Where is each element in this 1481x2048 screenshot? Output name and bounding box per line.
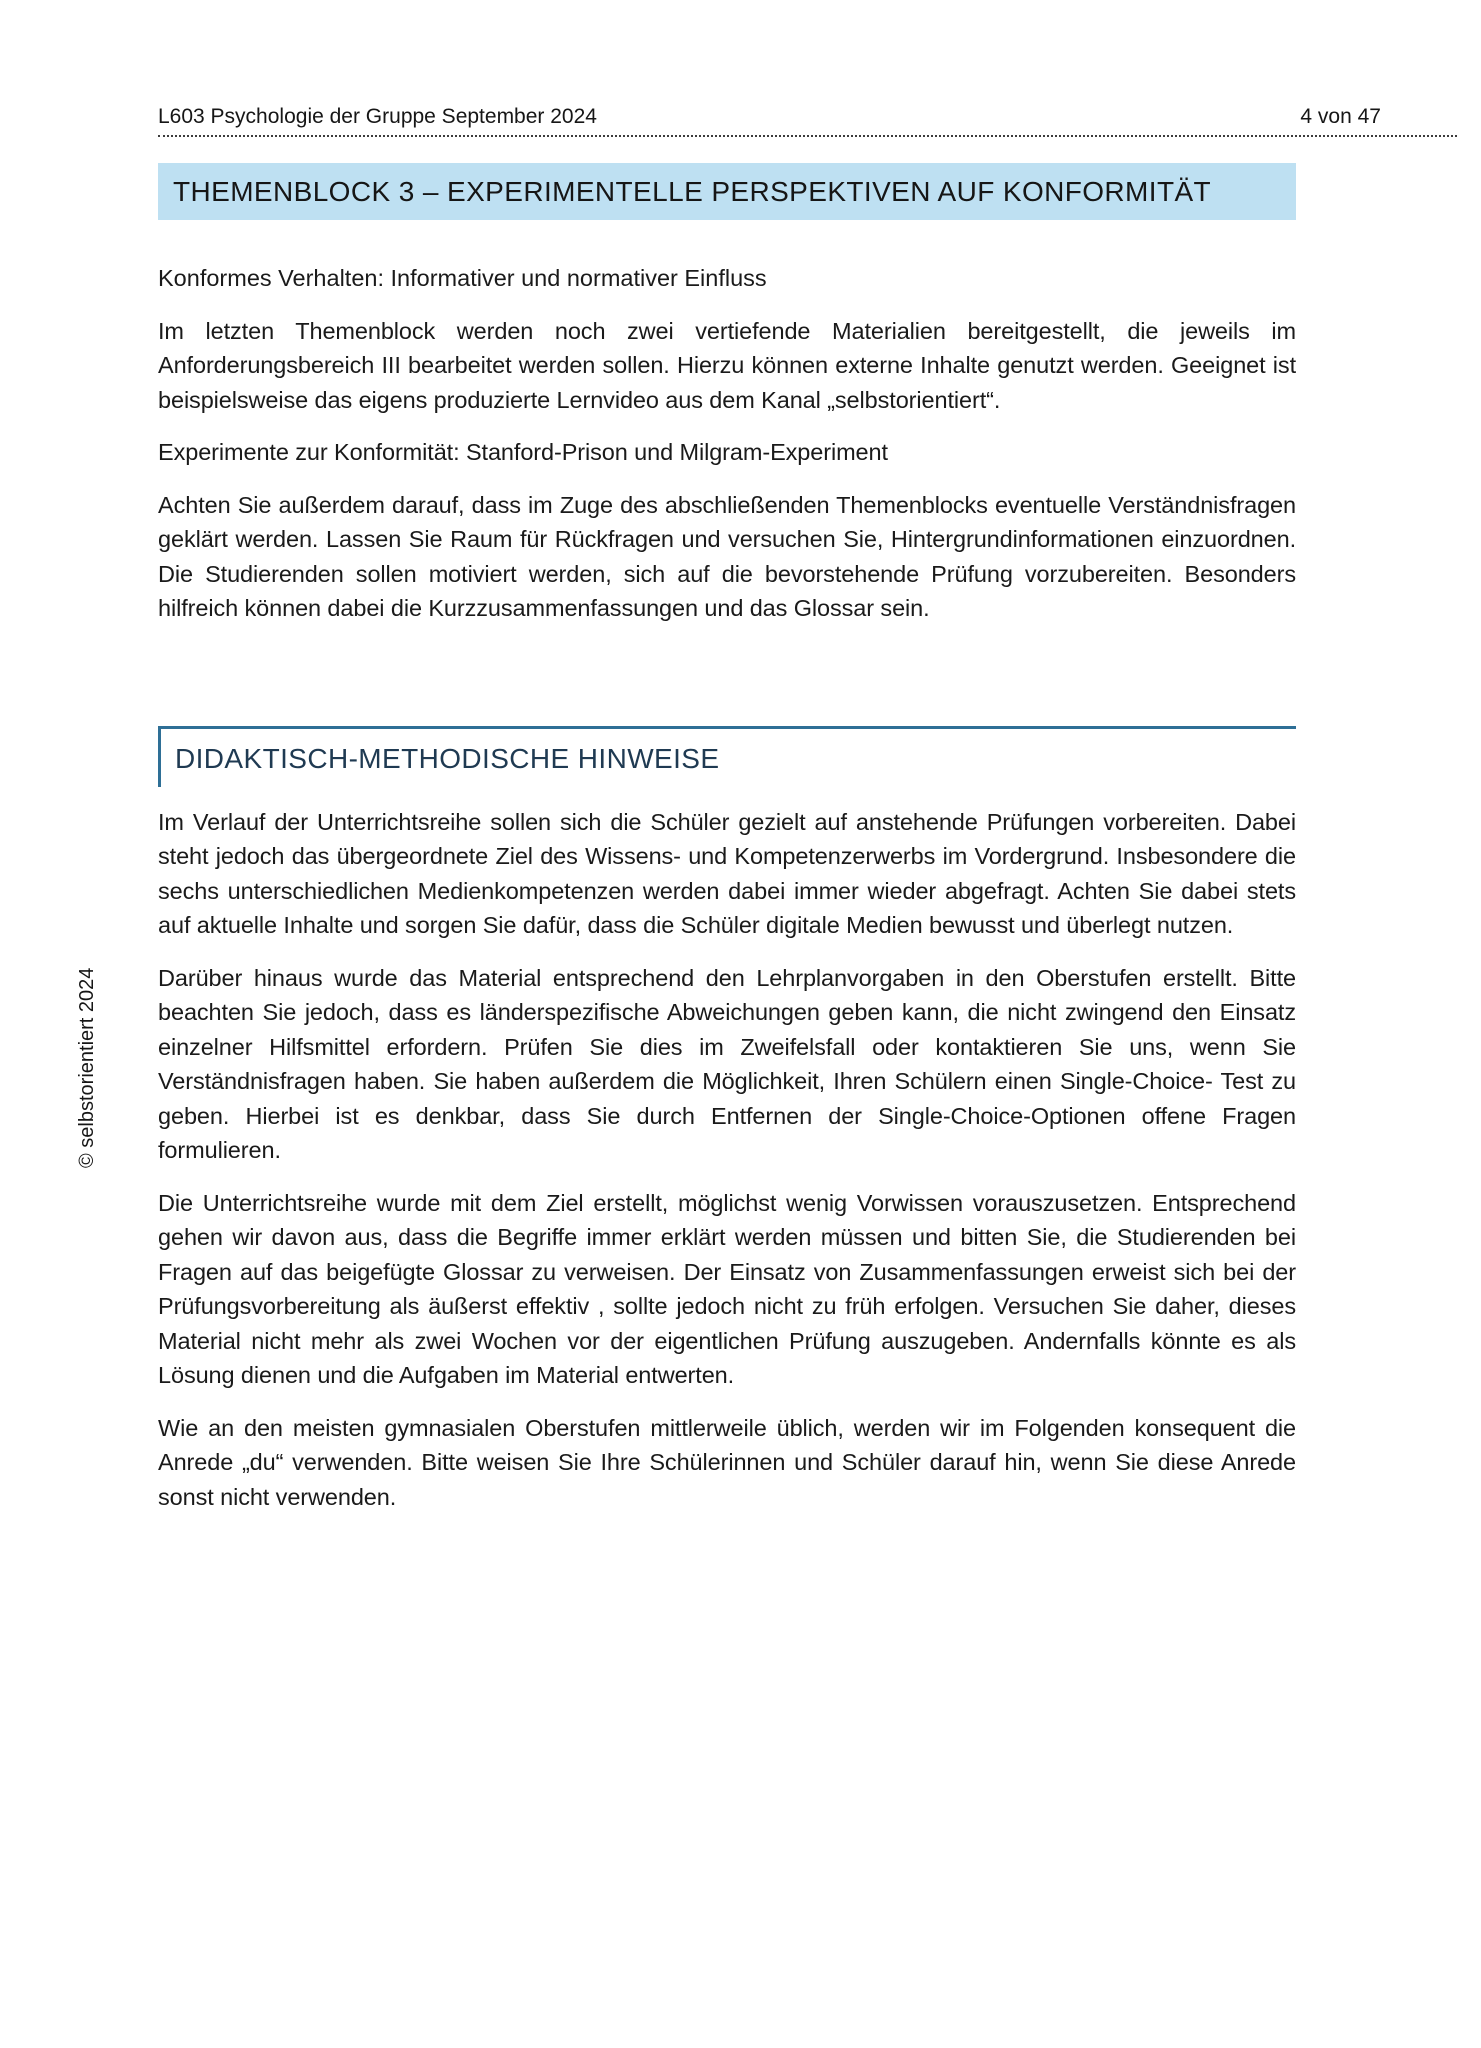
paragraph-didaktisch-2: Darüber hinaus wurde das Material entsprechend den Lehrplanvorgaben in den Oberstufen erstellt. Bitte beachten Sie jedoch, dass es länderspezifische Abweichungen geben kann, die nicht zwingend den Einsatz einzelner Hilfsmittel erfordern. Prüfen Sie dies im Zweifelsfall oder kontaktieren Sie uns, wenn Sie Verständnisfragen haben. Sie haben außerdem die Möglichkeit, Ihren Schülern einen Single-Choice- Test zu geben. Hierbei ist es denkbar, dass Sie durch Entfernen der Single-Choice-Optionen offene Fragen formulieren. <box>158 964 1296 1163</box>
paragraph-didaktisch-4: Wie an den meisten gymnasialen Oberstufen mittlerweile üblich, werden wir im Folgenden konsequent die Anrede „du“ verwenden. Bitte weisen Sie Ihre Schülerinnen und Schüler darauf hin, wenn Sie diese Anrede sonst nicht verwenden. <box>158 1414 1296 1510</box>
copyright-margin-note: © selbstorientiert 2024 <box>76 967 98 1168</box>
themenblock-title-bar <box>158 163 1296 220</box>
header-course-label: L603 Psychologie der Gruppe September 2024 <box>158 105 597 128</box>
paragraph-themenblock-2: Achten Sie außerdem darauf, dass im Zuge des abschließenden Themenblocks eventuelle Verständnisfragen geklärt werden. Lassen Sie Raum für Rückfragen und versuchen Sie, Hintergrundinformationen einzuordnen. Die Studierenden sollen motiviert werden, sich auf die bevorstehende Prüfung vorzubereiten. Besonders hilfreich können dabei die Kurzzusammenfassungen und das Glossar sein. <box>158 491 1296 621</box>
paragraph-didaktisch-1: Im Verlauf der Unterrichtsreihe sollen sich die Schüler gezielt auf anstehende Prüfungen vorbereiten. Dabei steht jedoch das übergeordnete Ziel des Wissens- und Kompetenzerwerbs im Vordergrund. Insbesondere die sechs unterschiedlichen Medienkompetenzen werden dabei immer wieder abgefragt. Achten Sie dabei stets auf aktuelle Inhalte und sorgen Sie dafür, dass die Schüler digitale Medien bewusst und überlegt nutzen. <box>158 808 1296 938</box>
paragraph-themenblock-1: Im letzten Themenblock werden noch zwei vertiefende Materialien bereitgestellt, die jeweils im Anforderungsbereich III bearbeitet werden sollen. Hierzu können externe Inhalte genutzt werden. Geeignet ist beispielsweise das eigens produzierte Lernvideo aus dem Kanal „selbstorientiert“. <box>158 317 1296 413</box>
paragraph-didaktisch-3: Die Unterrichtsreihe wurde mit dem Ziel erstellt, möglichst wenig Vorwissen vorauszusetzen. Entsprechend gehen wir davon aus, dass die Begriffe immer erklärt werden müssen und bitten Sie, die Studierenden bei Fragen auf das beigefügte Glossar zu verweisen. Der Einsatz von Zusammenfassungen erweist sich bei der Prüfungsvorbereitung als äußerst effektiv , sollte jedoch nicht zu früh erfolgen. Versuchen Sie daher, dieses Material nicht mehr als zwei Wochen vor der eigentlichen Prüfung auszugeben. Andernfalls könnte es als Lösung dienen und die Aufgaben im Material entwerten. <box>158 1189 1296 1388</box>
subtitle-konformes-verhalten: Konformes Verhalten: Informativer und normativer Einfluss <box>158 265 767 291</box>
document-body <box>158 163 1296 1514</box>
subtitle-experimente: Experimente zur Konformität: Stanford-Prison und Milgram-Experiment <box>158 439 888 465</box>
didaktisch-heading <box>158 726 1296 787</box>
themenblock-title: THEMENBLOCK 3 – EXPERIMENTELLE PERSPEKTIVEN AUF KONFORMITÄT <box>173 175 1212 207</box>
header-page-number: 4 von 47 <box>1300 105 1381 128</box>
page-header <box>158 104 1457 137</box>
didaktisch-heading-title: DIDAKTISCH-METHODISCHE HINWEISE <box>175 742 720 774</box>
